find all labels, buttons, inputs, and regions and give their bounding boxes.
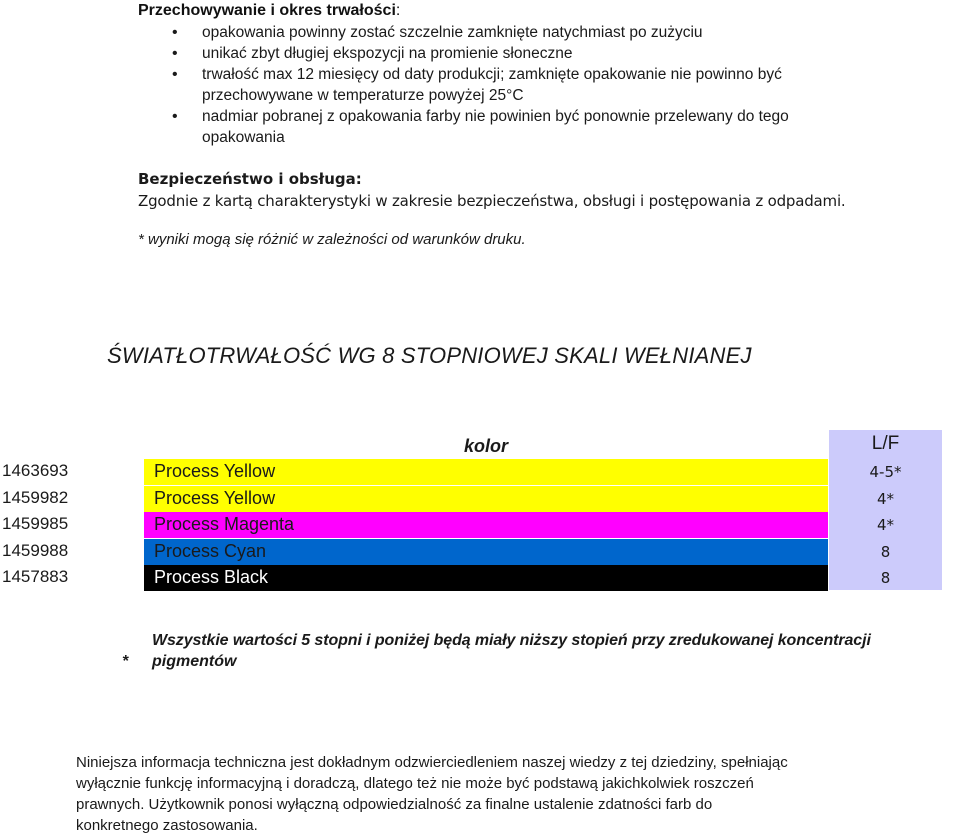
lf-value: 8 [880,569,891,587]
list-item: • unikać zbyt długiej ekspozycji na promienie słoneczne [138,43,838,64]
list-item: • nadmiar pobranej z opakowania farby nie powinien być ponownie przelewany do tego opakowania [138,106,838,148]
disclaimer-line: wyłącznie funkcję informacyjną i doradczą, dlatego też nie może być podstawą jakichkolwiek roszczeń [76,775,754,792]
disclaimer-line: prawnych. Użytkownik ponosi wyłączną odpowiedzialność za finalne ustalenie zdatności farb do [76,796,713,813]
color-name: Process Black [154,567,269,587]
lf-header: L/F [871,433,900,454]
safety-text: Zgodnie z kartą charakterystyki w zakresie bezpieczeństwa, obsługi i postępowania z odpadami. [138,192,846,210]
list-item: • trwałość max 12 miesięcy od daty produkcji; zamknięte opakowanie nie powinno być przechowywane w temperaturze powyżej 25°C [138,64,838,106]
lf-value: 4* [876,489,895,508]
lf-value: 8 [880,542,891,561]
footnote-line-1: Wszystkie wartości 5 stopni i poniżej będą miały niższy stopień przy zredukowanej koncentracji [152,632,871,649]
storage-list [138,22,838,148]
lf-value: 4* [876,516,895,534]
disclaimer-line: Niniejsza informacja techniczna jest dokładnym odzwierciedleniem naszej wiedzy z tej dziedziny, spełniając [76,754,788,771]
row-code: 1459982 [2,487,69,507]
row-code: 1457883 [2,567,69,586]
color-name: Process Yellow [154,487,276,508]
lf-value: 4-5* [869,463,902,481]
row-code: 1459985 [2,514,69,533]
color-name: Process Cyan [154,540,267,561]
disclaimer [76,752,880,836]
color-name: Process Yellow [154,461,276,481]
disclaimer-line: konkretnego zastosowania. [76,817,258,834]
kolor-header: kolor [464,436,509,456]
row-code: 1459988 [2,540,69,560]
footnote-line-2: pigmentów [152,653,237,670]
results-note: * wyniki mogą się różnić w zależności od warunków druku. [138,231,526,248]
footnote-star: * [122,653,129,670]
row-code: 1463693 [2,461,69,480]
lightfastness-title: ŚWIATŁOTRWAŁOŚĆ WG 8 STOPNIOWEJ SKALI WEŁNIANEJ [107,343,752,368]
storage-title: Przechowywanie i okres trwałości: [138,2,401,19]
color-name: Process Magenta [154,514,295,534]
safety-title: Bezpieczeństwo i obsługa: [138,170,362,188]
list-item: • opakowania powinny zostać szczelnie zamknięte natychmiast po zużyciu [138,22,838,43]
